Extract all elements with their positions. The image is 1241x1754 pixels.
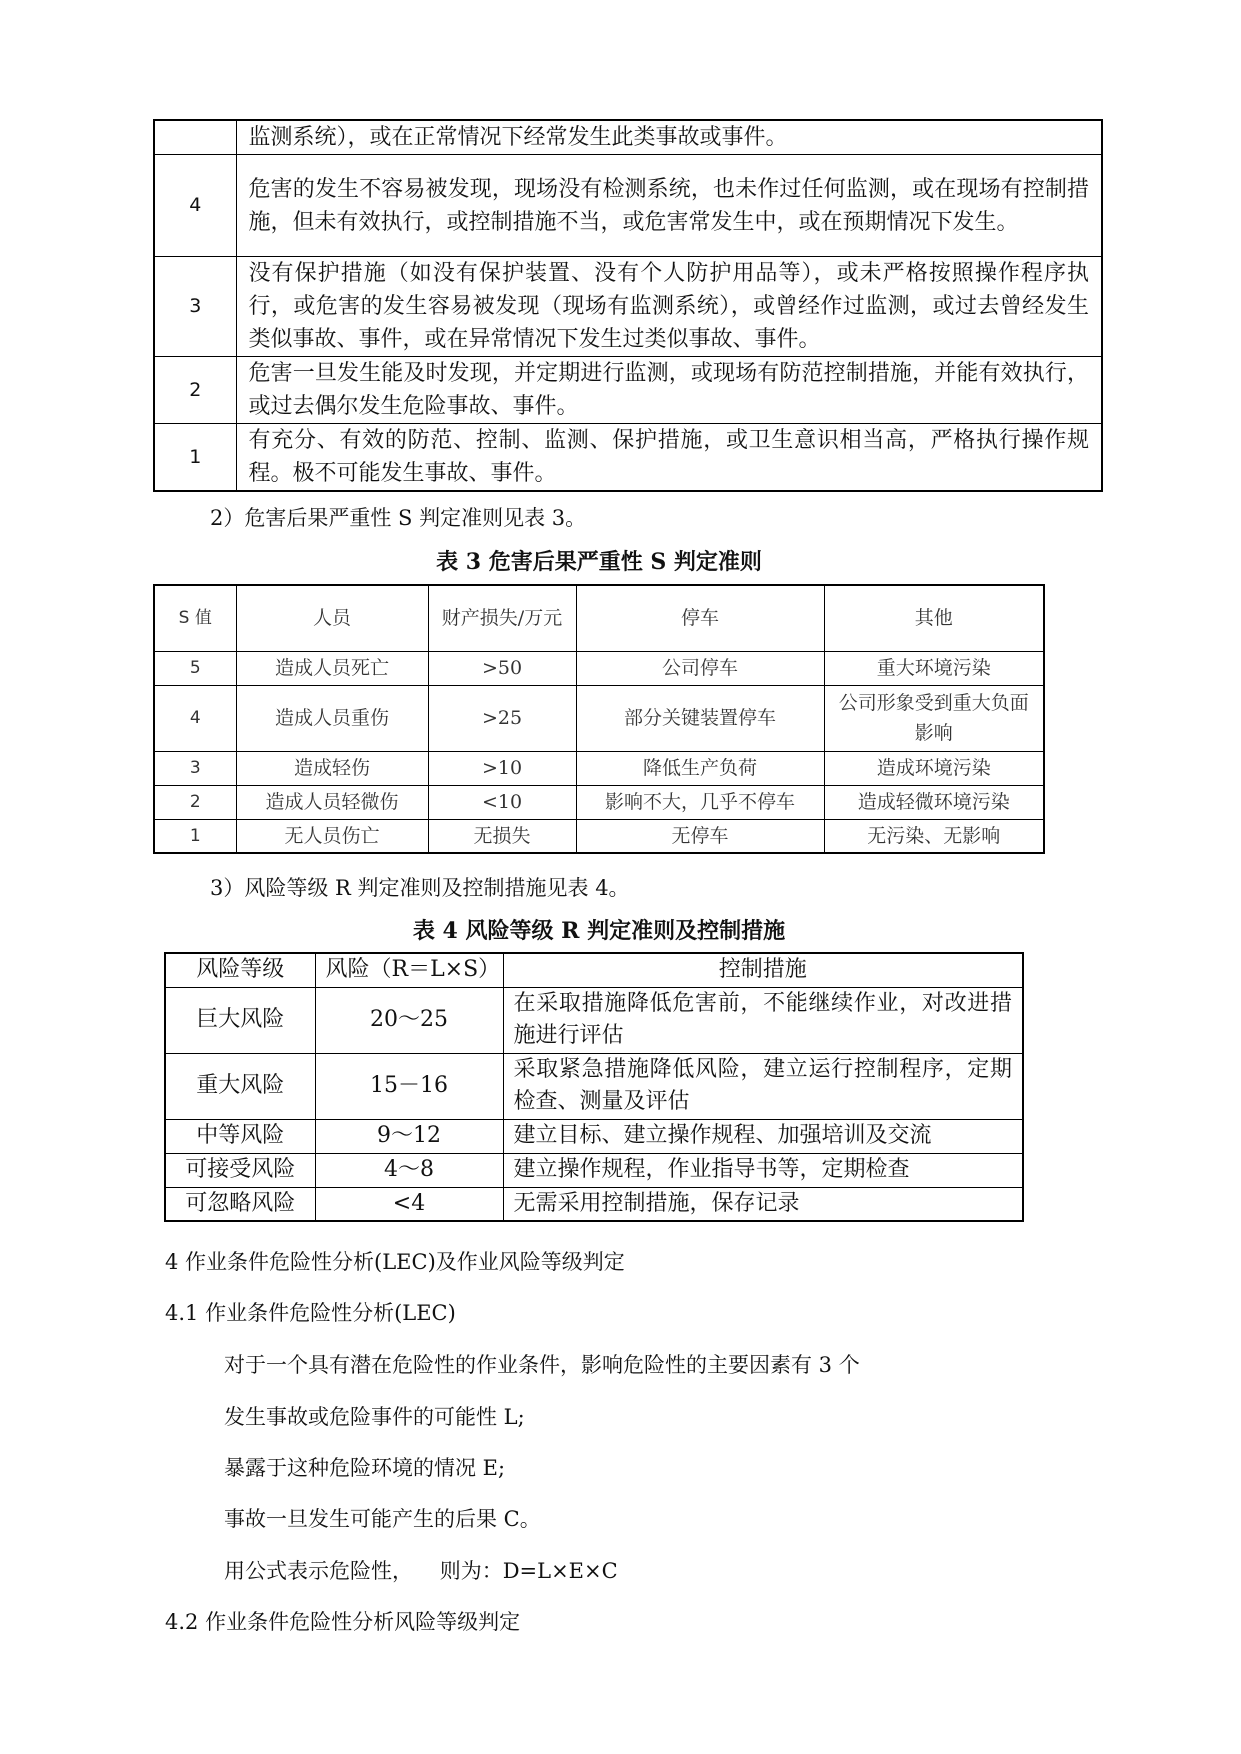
table-cell: 重大环境污染 — [824, 651, 1044, 685]
column-header: 其他 — [824, 585, 1044, 651]
table-cell: 无停车 — [576, 819, 824, 853]
table-cell: 造成环境污染 — [824, 751, 1044, 785]
column-header: 财产损失/万元 — [428, 585, 576, 651]
table-cell: 可接受风险 — [165, 1153, 315, 1187]
table-row — [154, 651, 1044, 685]
column-header: 风险（R＝L×S） — [315, 953, 503, 987]
table-cell: 1 — [154, 819, 236, 853]
table-cell: 中等风险 — [165, 1119, 315, 1153]
table-cell: 公司停车 — [576, 651, 824, 685]
table-cell: <4 — [315, 1187, 503, 1221]
table-row — [165, 1187, 1023, 1221]
table-cell: 巨大风险 — [165, 987, 315, 1053]
risk-level-table — [164, 952, 1024, 1222]
likelihood-description: 没有保护措施（如没有保护装置、没有个人防护用品等），或未严格按照操作程序执行，或危害的发生容易被发现（现场有监测系统），或曾经作过监测，或过去曾经发生类似事故、事件，或在异常情况下发生过类似事故、事件。 — [236, 257, 1102, 357]
table-cell: >10 — [428, 751, 576, 785]
table-cell: 公司形象受到重大负面影响 — [824, 685, 1044, 751]
formula-line: 用公式表示危险性， 则为：D=L×E×C — [224, 1559, 618, 1583]
table-cell: 15－16 — [315, 1053, 503, 1119]
table-cell: 造成人员轻微伤 — [236, 785, 428, 819]
table-header-row — [154, 585, 1044, 651]
table-row — [154, 424, 1102, 492]
table-row — [154, 257, 1102, 357]
table-cell: 造成人员重伤 — [236, 685, 428, 751]
table-row — [154, 685, 1044, 751]
table-row — [154, 357, 1102, 424]
column-header: 控制措施 — [503, 953, 1023, 987]
table-row — [165, 1053, 1023, 1119]
body-line: 对于一个具有潜在危险性的作业条件，影响危险性的主要因素有 3 个 — [224, 1353, 860, 1377]
likelihood-level: 2 — [154, 357, 236, 424]
body-line: 暴露于这种危险环境的情况 E; — [224, 1456, 506, 1480]
table-cell: 无污染、无影响 — [824, 819, 1044, 853]
table-cell: 在采取措施降低危害前，不能继续作业，对改进措施进行评估 — [503, 987, 1023, 1053]
likelihood-table — [153, 119, 1103, 492]
paragraph-severity-ref: 2）危害后果严重性 S 判定准则见表 3。 — [210, 506, 587, 530]
table-cell: 无损失 — [428, 819, 576, 853]
severity-table — [153, 584, 1045, 854]
table-cell: 采取紧急措施降低风险，建立运行控制程序，定期检查、测量及评估 — [503, 1053, 1023, 1119]
table-row — [154, 819, 1044, 853]
table-cell: 无人员伤亡 — [236, 819, 428, 853]
table-cell: 3 — [154, 751, 236, 785]
table-cell: 4 — [154, 685, 236, 751]
table-cell: 造成人员死亡 — [236, 651, 428, 685]
table-row — [165, 987, 1023, 1053]
table-cell: 无需采用控制措施，保存记录 — [503, 1187, 1023, 1221]
likelihood-level — [154, 120, 236, 155]
likelihood-description: 危害一旦发生能及时发现，并定期进行监测，或现场有防范控制措施，并能有效执行，或过去偶尔发生危险事故、事件。 — [236, 357, 1102, 424]
likelihood-level: 1 — [154, 424, 236, 492]
table-row — [165, 1119, 1023, 1153]
table-cell: 可忽略风险 — [165, 1187, 315, 1221]
likelihood-level: 4 — [154, 155, 236, 257]
likelihood-level: 3 — [154, 257, 236, 357]
table-row — [154, 120, 1102, 155]
table-row — [154, 751, 1044, 785]
table4-caption: 表 4 风险等级 R 判定准则及控制措施 — [412, 918, 786, 944]
column-header: 停车 — [576, 585, 824, 651]
paragraph-risk-ref: 3）风险等级 R 判定准则及控制措施见表 4。 — [210, 876, 630, 900]
table-cell: >25 — [428, 685, 576, 751]
column-header: 风险等级 — [165, 953, 315, 987]
table-cell: <10 — [428, 785, 576, 819]
section-heading-4: 4 作业条件危险性分析(LEC)及作业风险等级判定 — [165, 1250, 625, 1274]
likelihood-description: 有充分、有效的防范、控制、监测、保护措施，或卫生意识相当高，严格执行操作规程。极不可能发生事故、事件。 — [236, 424, 1102, 492]
body-line: 事故一旦发生可能产生的后果 C。 — [224, 1507, 541, 1531]
table-cell: 2 — [154, 785, 236, 819]
table3-caption: 表 3 危害后果严重性 S 判定准则 — [436, 549, 762, 575]
table-cell: 20～25 — [315, 987, 503, 1053]
table-cell: 9～12 — [315, 1119, 503, 1153]
section-heading-4-1: 4.1 作业条件危险性分析(LEC) — [165, 1301, 456, 1325]
section-heading-4-2: 4.2 作业条件危险性分析风险等级判定 — [165, 1610, 521, 1634]
table-header-row — [165, 953, 1023, 987]
likelihood-description: 危害的发生不容易被发现，现场没有检测系统，也未作过任何监测，或在现场有控制措施，但未有效执行，或控制措施不当，或危害常发生中，或在预期情况下发生。 — [236, 155, 1102, 257]
table-cell: 造成轻伤 — [236, 751, 428, 785]
table-cell: 4～8 — [315, 1153, 503, 1187]
table-cell: 部分关键装置停车 — [576, 685, 824, 751]
table-cell: 造成轻微环境污染 — [824, 785, 1044, 819]
table-cell: >50 — [428, 651, 576, 685]
likelihood-description: 监测系统），或在正常情况下经常发生此类事故或事件。 — [236, 120, 1102, 155]
column-header: S 值 — [154, 585, 236, 651]
body-line: 发生事故或危险事件的可能性 L; — [224, 1405, 525, 1429]
column-header: 人员 — [236, 585, 428, 651]
table-cell: 建立操作规程，作业指导书等，定期检查 — [503, 1153, 1023, 1187]
table-row — [165, 1153, 1023, 1187]
table-cell: 降低生产负荷 — [576, 751, 824, 785]
table-row — [154, 155, 1102, 257]
table-cell: 重大风险 — [165, 1053, 315, 1119]
table-cell: 5 — [154, 651, 236, 685]
table-cell: 影响不大，几乎不停车 — [576, 785, 824, 819]
table-cell: 建立目标、建立操作规程、加强培训及交流 — [503, 1119, 1023, 1153]
table-row — [154, 785, 1044, 819]
